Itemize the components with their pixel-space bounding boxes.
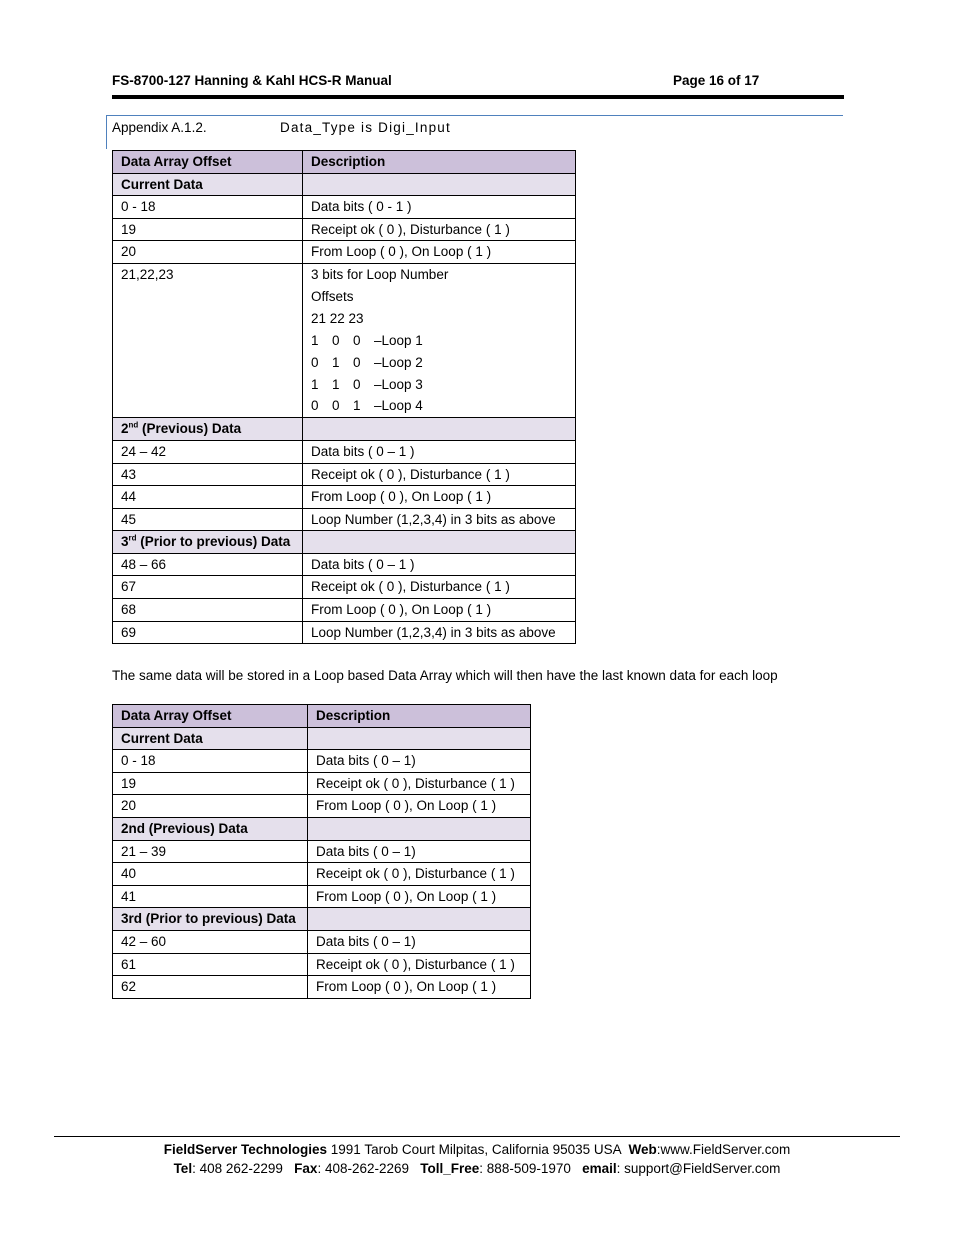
description-cell: From Loop ( 0 ), On Loop ( 1 ) <box>303 486 576 509</box>
section-row-current <box>113 727 531 750</box>
column-header-offset: Data Array Offset <box>113 705 308 728</box>
description-cell: Data bits ( 0 – 1 ) <box>303 553 576 576</box>
offset-cell: 48 – 66 <box>113 553 303 576</box>
appendix-border-left <box>106 115 107 149</box>
table-row <box>113 196 576 219</box>
column-header-description: Description <box>303 151 576 174</box>
offset-cell: 43 <box>113 463 303 486</box>
offset-cell: 41 <box>113 885 308 908</box>
description-cell: Data bits ( 0 – 1) <box>308 840 531 863</box>
offset-cell: 21 – 39 <box>113 840 308 863</box>
section-label: 3rd (Prior to previous) Data <box>113 531 303 554</box>
header-rule <box>112 95 844 99</box>
table-row-loop-bits <box>113 263 576 417</box>
section-label: Current Data <box>113 173 303 196</box>
offset-cell: 19 <box>113 772 308 795</box>
table-header-row <box>113 151 576 174</box>
table-row <box>113 621 576 644</box>
description-cell: Data bits ( 0 – 1 ) <box>303 440 576 463</box>
description-cell: Receipt ok ( 0 ), Disturbance ( 1 ) <box>308 953 531 976</box>
footer-address: 1991 Tarob Court Milpitas, California 95035 USA <box>327 1142 629 1157</box>
digi-input-offset-table <box>112 150 576 644</box>
footer-line-address <box>0 1142 954 1157</box>
table-row <box>113 486 576 509</box>
table-row <box>113 218 576 241</box>
footer-company: FieldServer Technologies <box>163 1142 328 1157</box>
description-cell: Receipt ok ( 0 ), Disturbance ( 1 ) <box>303 463 576 486</box>
footer-line-contact <box>0 1161 954 1176</box>
loop-bits-line: 21 22 23 <box>311 310 364 326</box>
description-cell: Receipt ok ( 0 ), Disturbance ( 1 ) <box>308 863 531 886</box>
footer-fax-label: Fax <box>294 1161 318 1176</box>
footer-email-value: : support@FieldServer.com <box>616 1161 781 1176</box>
offset-cell: 20 <box>113 795 308 818</box>
offset-cell: 61 <box>113 953 308 976</box>
table-row <box>113 463 576 486</box>
description-cell: From Loop ( 0 ), On Loop ( 1 ) <box>308 885 531 908</box>
offset-cell: 24 – 42 <box>113 440 303 463</box>
loop-bits-row: 1 0 0 –Loop 1 <box>311 332 423 348</box>
table-row <box>113 599 576 622</box>
description-cell: From Loop ( 0 ), On Loop ( 1 ) <box>308 795 531 818</box>
loop-bits-line: Offsets <box>311 288 354 304</box>
section-row-prior <box>113 531 576 554</box>
footer-web-label: Web <box>628 1142 657 1157</box>
loop-bits-row: 0 1 0 –Loop 2 <box>311 354 423 370</box>
section-row-prior <box>113 908 531 931</box>
offset-cell: 0 - 18 <box>113 750 308 773</box>
footer-tel-value: : 408 262-2299 <box>192 1161 295 1176</box>
description-cell: From Loop ( 0 ), On Loop ( 1 ) <box>303 241 576 264</box>
offset-cell: 45 <box>113 508 303 531</box>
section-label: 2nd (Previous) Data <box>113 418 303 441</box>
offset-cell: 0 - 18 <box>113 196 303 219</box>
appendix-border-top <box>106 115 843 116</box>
column-header-offset: Data Array Offset <box>113 151 303 174</box>
document-title: FS-8700-127 Hanning & Kahl HCS-R Manual <box>112 73 392 88</box>
description-cell: From Loop ( 0 ), On Loop ( 1 ) <box>308 976 531 999</box>
footer-web-value: :www.FieldServer.com <box>656 1142 791 1157</box>
section-row-previous <box>113 817 531 840</box>
loop-bits-line: 3 bits for Loop Number <box>311 266 449 282</box>
offset-cell: 69 <box>113 621 303 644</box>
table-row <box>113 553 576 576</box>
footer-rule <box>54 1136 900 1137</box>
loop-bits-row: 1 1 0 –Loop 3 <box>311 376 423 392</box>
section-row-current <box>113 173 576 196</box>
appendix-title: Data_Type is Digi_Input <box>280 120 451 135</box>
description-cell: Receipt ok ( 0 ), Disturbance ( 1 ) <box>308 772 531 795</box>
footer-toll-value: : 888-509-1970 <box>479 1161 583 1176</box>
offset-cell: 44 <box>113 486 303 509</box>
table-row <box>113 440 576 463</box>
description-cell: Receipt ok ( 0 ), Disturbance ( 1 ) <box>303 576 576 599</box>
description-cell: Loop Number (1,2,3,4) in 3 bits as above <box>303 621 576 644</box>
table-header-row <box>113 705 531 728</box>
offset-cell: 68 <box>113 599 303 622</box>
table-row <box>113 772 531 795</box>
description-cell: Data bits ( 0 - 1 ) <box>303 196 576 219</box>
offset-cell: 20 <box>113 241 303 264</box>
table-row <box>113 840 531 863</box>
description-cell: Data bits ( 0 – 1) <box>308 750 531 773</box>
section-label: 3rd (Prior to previous) Data <box>113 908 308 931</box>
table-row <box>113 976 531 999</box>
table-row <box>113 508 576 531</box>
offset-cell: 19 <box>113 218 303 241</box>
offset-cell: 21,22,23 <box>113 263 303 417</box>
table-row <box>113 885 531 908</box>
section-label: Current Data <box>113 727 308 750</box>
offset-cell: 42 – 60 <box>113 930 308 953</box>
appendix-number: Appendix A.1.2. <box>112 120 207 135</box>
table-row <box>113 953 531 976</box>
description-cell: From Loop ( 0 ), On Loop ( 1 ) <box>303 599 576 622</box>
description-cell: Data bits ( 0 – 1) <box>308 930 531 953</box>
appendix-heading <box>112 120 451 135</box>
section-label: 2nd (Previous) Data <box>113 817 308 840</box>
description-cell: Receipt ok ( 0 ), Disturbance ( 1 ) <box>303 218 576 241</box>
description-cell-loop-bits <box>303 263 576 417</box>
description-cell: Loop Number (1,2,3,4) in 3 bits as above <box>303 508 576 531</box>
body-paragraph: The same data will be stored in a Loop based Data Array which will then have the last known data for each loop <box>112 668 778 683</box>
offset-cell: 40 <box>113 863 308 886</box>
footer-toll-label: Toll_Free <box>420 1161 480 1176</box>
table-row <box>113 241 576 264</box>
offset-cell: 67 <box>113 576 303 599</box>
table-row <box>113 930 531 953</box>
table-row <box>113 795 531 818</box>
table-row <box>113 750 531 773</box>
table-row <box>113 576 576 599</box>
loop-based-offset-table <box>112 704 531 999</box>
column-header-description: Description <box>308 705 531 728</box>
footer-tel-label: Tel <box>173 1161 193 1176</box>
footer-fax-value: : 408-262-2269 <box>317 1161 421 1176</box>
table-row <box>113 863 531 886</box>
section-row-previous <box>113 418 576 441</box>
footer-email-label: email <box>582 1161 617 1176</box>
page-number: Page 16 of 17 <box>673 73 760 88</box>
loop-bits-row: 0 0 1 –Loop 4 <box>311 398 423 414</box>
offset-cell: 62 <box>113 976 308 999</box>
